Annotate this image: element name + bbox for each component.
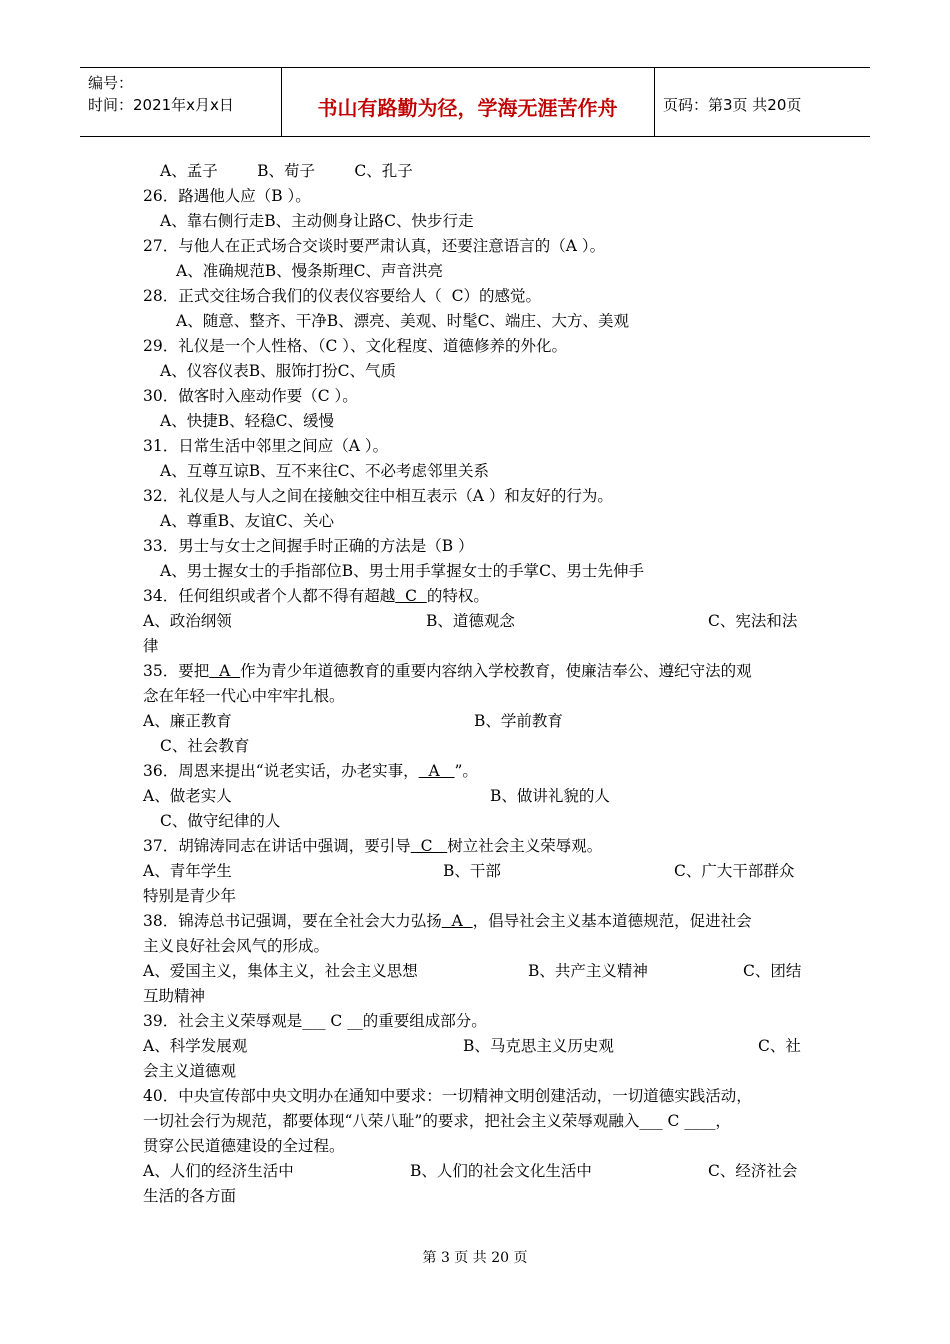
option-a: A、科学发展观: [143, 1037, 248, 1055]
option-c: C、社: [758, 1037, 801, 1055]
option-c: C、经济社会: [708, 1162, 798, 1180]
header-motto-cell: [281, 68, 655, 136]
time-label: 时间：2021年x月x日: [88, 96, 234, 114]
question-36: 36．周恩来提出“说老实话，办老实事， A ”。: [143, 762, 478, 780]
options-31: A、互尊互谅B、互不来往C、不必考虑邻里关系: [160, 462, 489, 480]
question-29: 29．礼仪是一个人性格、（C ）、文化程度、道德修养的外化。: [143, 337, 568, 355]
answer-blank: A: [209, 662, 241, 680]
question-31: 31．日常生活中邻里之间应（A ）。: [143, 437, 389, 455]
page-header: [80, 67, 870, 137]
question-37: 37．胡锦涛同志在讲话中强调，要引导 C 树立社会主义荣辱观。: [143, 837, 603, 855]
text-line: 一切社会行为规范，都要体现“八荣八耻”的要求，把社会主义荣辱观融入___ C ____，: [143, 1112, 731, 1130]
options-27: A、准确规范B、慢条斯理C、声音洪亮: [176, 262, 443, 280]
page-footer: 第 3 页 共 20 页: [422, 1250, 528, 1266]
option-a: A、青年学生: [143, 862, 232, 880]
option-a: A、政治纲领: [143, 612, 232, 630]
text-line: 互助精神: [143, 987, 206, 1005]
options-30: A、快捷B、轻稳C、缓慢: [160, 412, 334, 430]
question-30: 30．做客时入座动作要（C ）。: [143, 387, 358, 405]
header-left-cell: [80, 68, 282, 136]
text-line: 贯穿公民道德建设的全过程。: [143, 1137, 345, 1155]
answer-blank: A: [418, 762, 455, 780]
options-29: A、仪容仪表B、服饰打扮C、气质: [160, 362, 396, 380]
option-c: C、社会教育: [160, 737, 250, 755]
text-line: 生活的各方面: [143, 1187, 237, 1205]
question-39: 39．社会主义荣辱观是___ C __的重要组成部分。: [143, 1012, 487, 1030]
question-32: 32．礼仪是人与人之间在接触交往中相互表示（A ）和友好的行为。: [143, 487, 613, 505]
question-28: 28．正式交往场合我们的仪表仪容要给人（ C）的感觉。: [143, 287, 541, 305]
options-32: A、尊重B、友谊C、关心: [160, 512, 334, 530]
text-line: 会主义道德观: [143, 1062, 237, 1080]
options-33: A、男士握女士的手指部位B、男士用手掌握女士的手掌C、男士先伸手: [160, 562, 644, 580]
question-35: 35．要把 A 作为青少年道德教育的重要内容纳入学校教育，使廉洁奉公、遵纪守法的观: [143, 662, 752, 680]
text-line: 特别是青少年: [143, 887, 237, 905]
option-a: A、人们的经济生活中: [143, 1162, 294, 1180]
option-a: A、廉正教育: [143, 712, 232, 730]
answer-blank: ___ C ____: [639, 1112, 716, 1130]
question-26: 26．路遇他人应（B ）。: [143, 187, 311, 205]
option-b: B、学前教育: [474, 712, 563, 730]
answer-blank: C: [395, 587, 427, 605]
question-27: 27．与他人在正式场合交谈时要严肃认真，还要注意语言的（A ）。: [143, 237, 606, 255]
option-c: C、团结: [743, 962, 802, 980]
question-38: 38．锦涛总书记强调，要在全社会大力弘扬 A ，倡导社会主义基本道德规范，促进社会: [143, 912, 752, 930]
option-c: C、宪法和法: [708, 612, 798, 630]
number-label: 编号：: [88, 74, 134, 92]
option-b: B、共产主义精神: [528, 962, 648, 980]
option-b: B、做讲礼貌的人: [490, 787, 610, 805]
question-34: 34．任何组织或者个人都不得有超越 C 的特权。: [143, 587, 489, 605]
option-b: B、马克思主义历史观: [463, 1037, 614, 1055]
option-a: A、做老实人: [143, 787, 232, 805]
option-b: B、人们的社会文化生活中: [410, 1162, 592, 1180]
answer-blank: A: [441, 912, 473, 930]
text-line: 主义良好社会风气的形成。: [143, 937, 330, 955]
text-line: 律: [143, 637, 159, 655]
option-b: B、干部: [443, 862, 501, 880]
answer-blank: C: [410, 837, 448, 855]
text-line: A、孟子 B、荀子 C、孔子: [160, 162, 413, 180]
option-c: C、做守纪律的人: [160, 812, 281, 830]
header-page-cell: [655, 68, 870, 136]
options-28: A、随意、整齐、干净B、漂亮、美观、时髦C、端庄、大方、美观: [176, 312, 629, 330]
text-line: 念在年轻一代心中牢牢扎根。: [143, 687, 345, 705]
motto: 书山有路勤为径，学海无涯苦作舟: [317, 96, 618, 120]
option-b: B、道德观念: [426, 612, 515, 630]
question-33: 33．男士与女士之间握手时正确的方法是（B ）: [143, 537, 474, 555]
options-26: A、靠右侧行走B、主动侧身让路C、快步行走: [160, 212, 474, 230]
question-40: 40．中央宣传部中央文明办在通知中要求：一切精神文明创建活动，一切道德实践活动，: [143, 1087, 752, 1105]
option-a: A、爱国主义，集体主义，社会主义思想: [143, 962, 418, 980]
answer-blank: ___ C __: [302, 1012, 363, 1030]
option-c: C、广大干部群众: [674, 862, 795, 880]
page-info: 页码：第3页 共20页: [663, 96, 802, 114]
